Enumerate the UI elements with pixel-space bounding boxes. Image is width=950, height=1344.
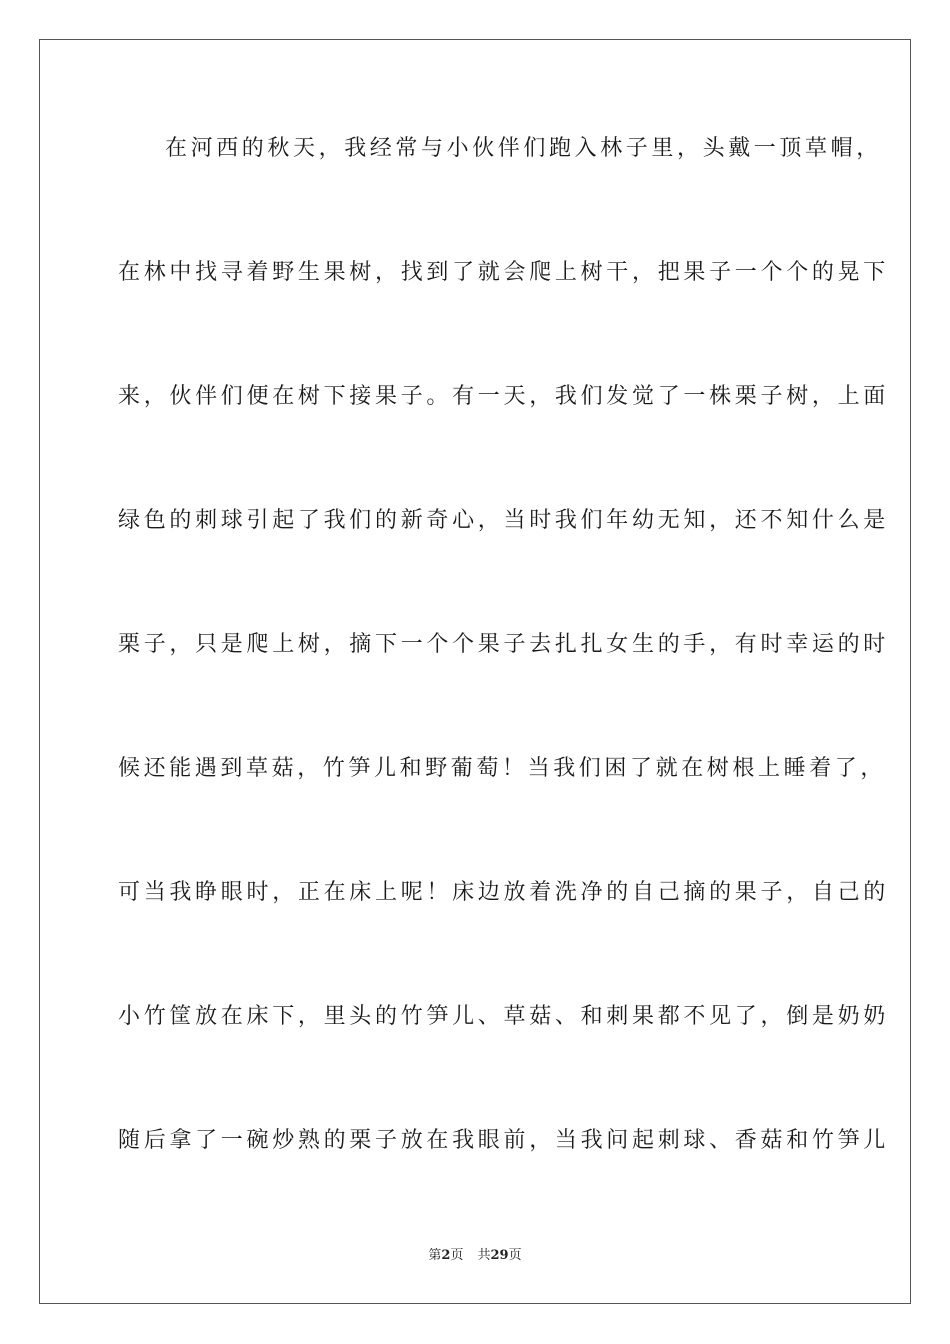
paragraph-line-5: 栗子，只是爬上树，摘下一个个果子去扎扎女生的手，有时幸运的时 bbox=[118, 632, 890, 657]
paragraph-line-9: 随后拿了一碗炒熟的栗子放在我眼前，当我问起刺球、香菇和竹笋儿 bbox=[118, 1128, 890, 1153]
paragraph-line-3: 来，伙伴们便在树下接果子。有一天，我们发觉了一株栗子树，上面 bbox=[118, 384, 890, 409]
paragraph-line-6: 候还能遇到草菇，竹笋儿和野葡萄！当我们困了就在树根上睡着了， bbox=[118, 756, 887, 781]
paragraph-line-1: 在河西的秋天，我经常与小伙伴们跑入林子里，头戴一顶草帽， bbox=[165, 136, 882, 161]
page-current: 2 bbox=[441, 1248, 451, 1263]
page-prefix: 第 bbox=[428, 1248, 442, 1263]
paragraph-line-8: 小竹筐放在床下，里头的竹笋儿、草菇、和刺果都不见了，倒是奶奶 bbox=[118, 1004, 890, 1029]
page-footer bbox=[0, 1247, 950, 1265]
paragraph-line-2: 在林中找寻着野生果树，找到了就会爬上树干，把果子一个个的晃下 bbox=[118, 260, 890, 285]
total-suffix: 页 bbox=[508, 1248, 522, 1263]
page-total: 29 bbox=[490, 1248, 509, 1263]
total-prefix: 共 bbox=[477, 1248, 491, 1263]
page-suffix: 页 bbox=[450, 1248, 464, 1263]
page-border bbox=[39, 39, 911, 1304]
paragraph-line-7: 可当我睁眼时，正在床上呢！床边放着洗净的自己摘的果子，自己的 bbox=[118, 880, 890, 905]
paragraph-line-4: 绿色的刺球引起了我们的新奇心，当时我们年幼无知，还不知什么是 bbox=[118, 508, 890, 533]
